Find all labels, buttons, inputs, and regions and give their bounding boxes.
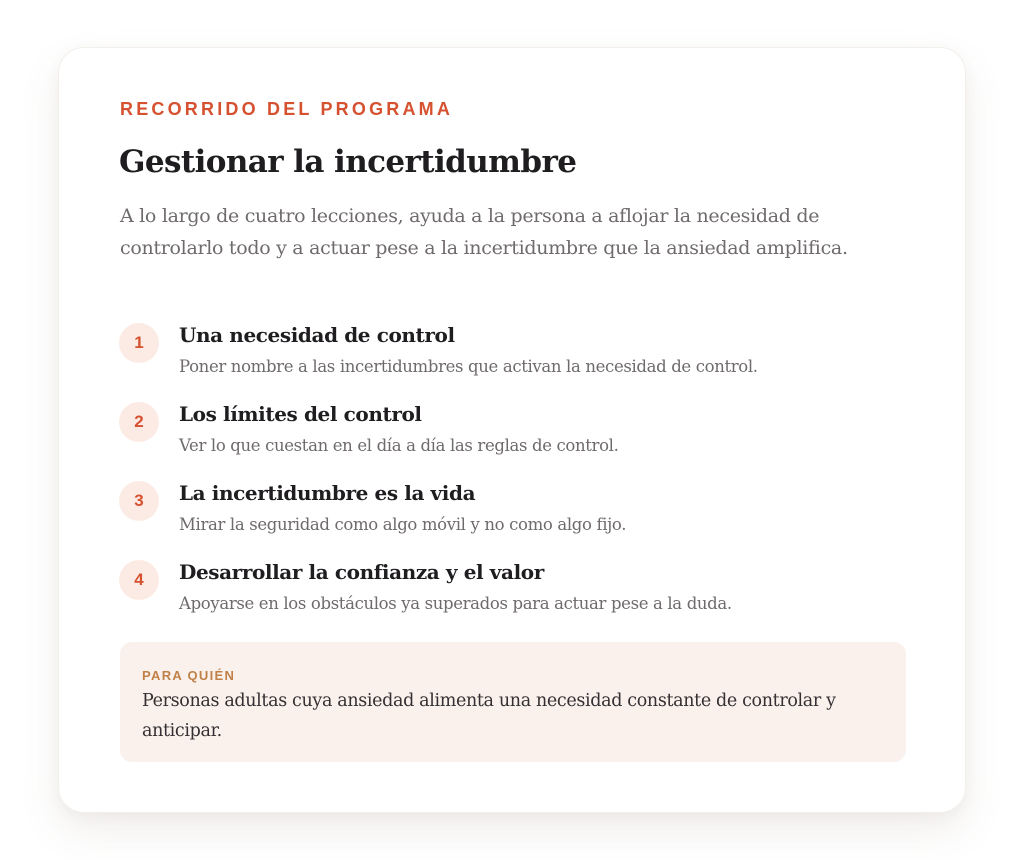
eyebrow-label: RECORRIDO DEL PROGRAMA <box>120 99 454 119</box>
lesson-description: Ver lo que cuestan en el día a día las reglas de control. <box>179 436 619 455</box>
audience-text: Personas adultas cuya ansiedad alimenta una necesidad constante de controlar y anticipar. <box>142 691 836 741</box>
lesson-title: Desarrollar la confianza y el valor <box>179 560 544 584</box>
program-card <box>58 47 966 813</box>
lesson-title: Una necesidad de control <box>179 323 455 347</box>
lesson-description: Apoyarse en los obstáculos ya superados para actuar pese a la duda. <box>179 594 732 613</box>
lesson-title: Los límites del control <box>179 402 422 426</box>
lesson-number-badge: 1 <box>119 323 159 363</box>
lesson-number-badge: 4 <box>119 560 159 600</box>
lesson-number-badge: 2 <box>119 402 159 442</box>
audience-callout <box>120 642 906 762</box>
lesson-title: La incertidumbre es la vida <box>179 481 476 505</box>
lesson-number-badge: 3 <box>119 481 159 521</box>
program-title: Gestionar la incertidumbre <box>119 144 577 180</box>
lesson-description: Mirar la seguridad como algo móvil y no como algo fijo. <box>179 515 627 534</box>
program-intro: A lo largo de cuatro lecciones, ayuda a la persona a aflojar la necesidad de controlarlo todo y a actuar pese a la incertidumbre que la ansiedad amplifica. <box>120 205 848 259</box>
lesson-description: Poner nombre a las incertidumbres que activan la necesidad de control. <box>179 357 758 376</box>
audience-label: PARA QUIÉN <box>142 668 236 683</box>
